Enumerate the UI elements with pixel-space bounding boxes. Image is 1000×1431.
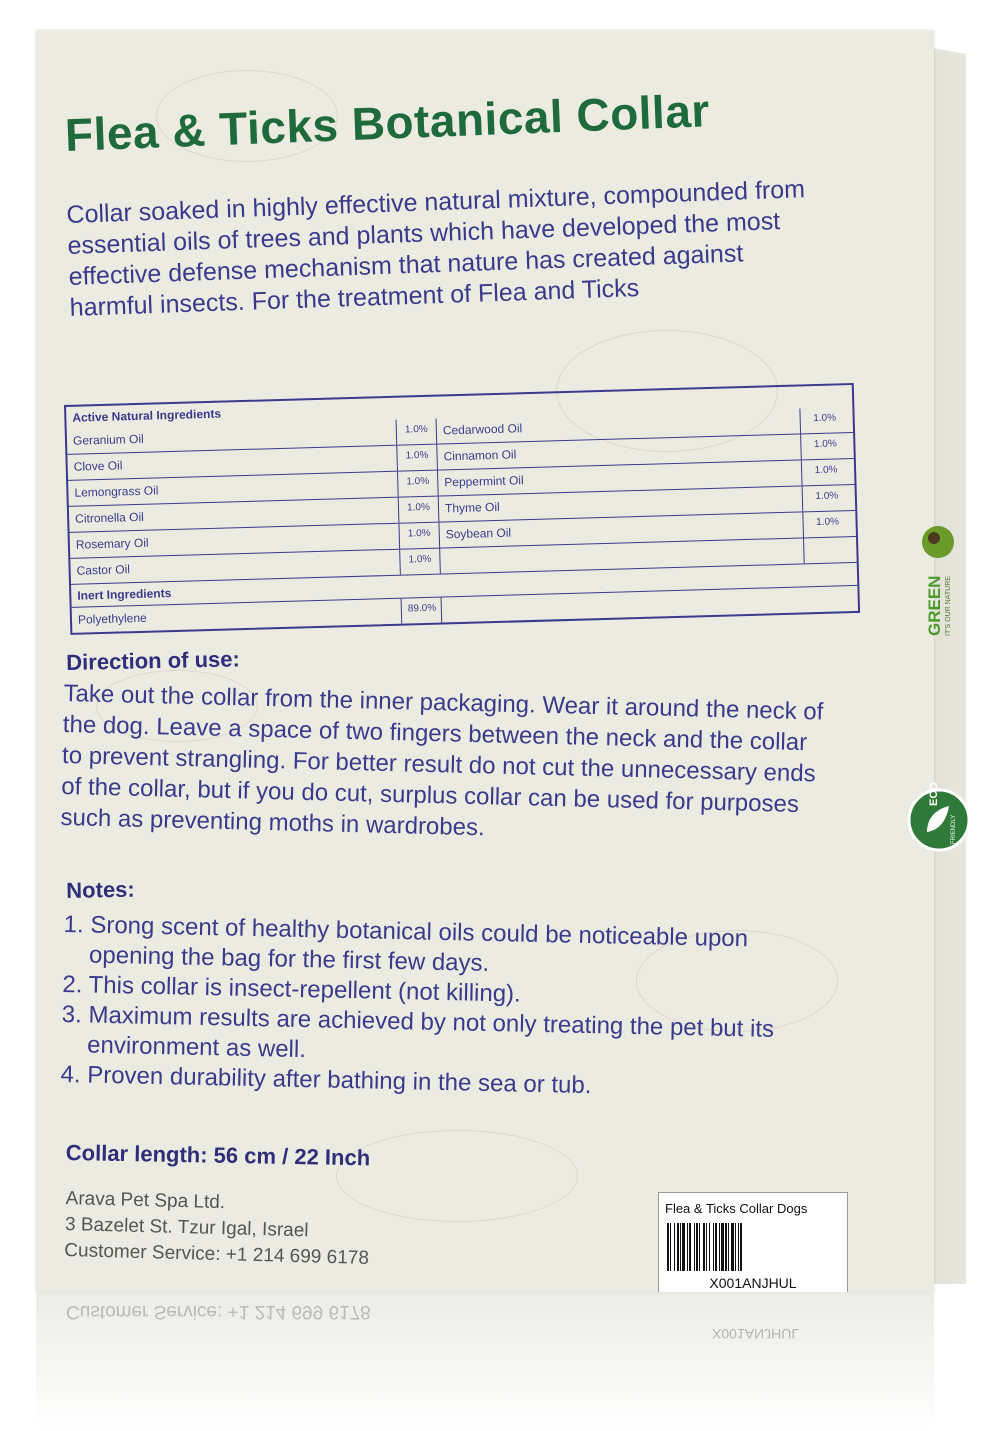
note-item: 1. Srong scent of healthy botanical oils could be noticeable upon opening the bag for the first few days. [63, 910, 749, 977]
ingredient-name: Peppermint Oil [438, 460, 803, 495]
ingredient-pct: 1.0% [397, 419, 438, 445]
ingredient-name: Castor Oil [70, 550, 401, 584]
ingredient-name: Cinnamon Oil [437, 434, 802, 469]
product-intro: Collar soaked in highly effective natural mixture, compounded from essential oils of trees and plants which have developed the most effective defense mechanism that nature has created against harmful insects. For the treatment of Flea and Ticks [66, 175, 806, 322]
ingredient-pct: 1.0% [814, 464, 838, 477]
ingredients-table [64, 383, 860, 635]
paper-fiber [336, 1130, 578, 1222]
ingredient-name: Thyme Oil [439, 486, 804, 521]
company-address [64, 1186, 371, 1272]
ingredient-pct [804, 537, 853, 563]
box-back-panel [36, 30, 934, 1292]
green-logo-mark [928, 532, 940, 544]
eco-friendly-logo [905, 770, 971, 870]
ingredient-pct: 1.0% [813, 438, 837, 451]
ingredient-pct: 1.0% [400, 549, 441, 575]
ingredient-name: Lemongrass Oil [68, 472, 399, 506]
direction-heading: Direction of use: [66, 646, 241, 675]
barcode-title: Flea & Ticks Collar Dogs [665, 1201, 808, 1216]
note-item: 4. Proven durability after bathing in the sea or tub. [60, 1060, 592, 1100]
inert-header: Inert Ingredients [77, 586, 172, 603]
barcode-code: X001ANJHUL [709, 1275, 797, 1291]
active-header: Active Natural Ingredients [72, 406, 222, 425]
ingredient-name: Cedarwood Oil [437, 408, 802, 443]
ingredient-name: Geranium Oil [67, 420, 398, 454]
collar-length: Collar length: 56 cm / 22 Inch [65, 1140, 371, 1171]
customer-service: Customer Service: +1 214 699 6178 [64, 1239, 370, 1269]
green-logo [912, 520, 958, 640]
reflection-code: X001ANJHUL [712, 1326, 800, 1342]
ingredient-name: Clove Oil [67, 446, 398, 480]
reflection-service: Customer Service: +1 214 699 6178 [66, 1301, 371, 1322]
ingredient-pct: 1.0% [399, 523, 440, 549]
eco-logo-sub: FRIENDLY [951, 814, 957, 844]
note-item: 3. Maximum results are achieved by not only treating the pet but its environment as well. [61, 1000, 775, 1064]
note-item: 2. This collar is insect-repellent (not killing). [62, 970, 522, 1008]
notes-heading: Notes: [66, 876, 135, 903]
ingredient-pct: 1.0% [399, 497, 440, 523]
company-name: Arava Pet Spa Ltd. [65, 1187, 226, 1214]
ingredient-pct: 1.0% [816, 516, 840, 529]
eco-logo-text: ECO [928, 782, 940, 806]
barcode-bars [667, 1223, 839, 1271]
ingredient-name: Soybean Oil [439, 512, 804, 547]
green-logo-sub: IT'S OUR NATURE [945, 576, 952, 636]
ingredient-pct: 1.0% [815, 490, 839, 503]
ingredient-pct: 1.0% [397, 445, 438, 471]
box-reflection [36, 1292, 934, 1431]
ingredient-name: Rosemary Oil [70, 524, 401, 558]
green-logo-text: GREEN [925, 575, 944, 636]
barcode-bar [742, 1223, 745, 1271]
product-title: Flea & Ticks Botanical Collar [64, 84, 711, 161]
notes-list [60, 910, 824, 1106]
ingredient-pct: 89.0% [402, 598, 443, 624]
ingredient-name: Polyethylene [72, 599, 403, 633]
company-street: 3 Bazelet St. Tzur Igal, Israel [64, 1213, 309, 1242]
ingredient-name: Citronella Oil [69, 498, 400, 532]
ingredient-pct: 1.0% [813, 412, 837, 425]
direction-text: Take out the collar from the inner packaging. Wear it around the neck of the dog. Leave a space of two fingers between the neck and the collar to prevent strangling. For better result do not cut the unnecessary ends of the collar, but if you do cut, surplus collar can be used for purposes such as preventing moths in wardrobes. [60, 679, 824, 842]
ingredient-pct: 1.0% [398, 471, 439, 497]
barcode-label [658, 1192, 848, 1292]
